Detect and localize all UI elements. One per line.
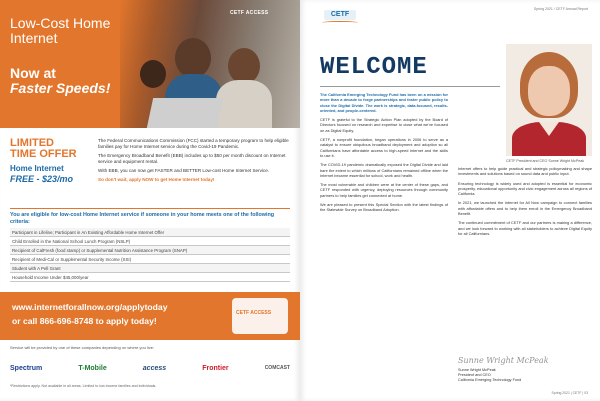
- offer-subtitle: Home Internet: [10, 164, 64, 173]
- eligibility-item: Recipient of Medi-Cal or Supplemental Security Income (SSI): [10, 255, 290, 264]
- eligibility-item: Child Enrolled in the National School Lunch Program (NSLP): [10, 237, 290, 246]
- parent-figure: [175, 38, 211, 78]
- eligibility-header: You are eligible for low-cost Home Internet service if someone in your home meets one of the following criteria:: [10, 212, 275, 225]
- adult-shirt: [216, 80, 272, 128]
- title-rule: [320, 86, 500, 87]
- provider-logos: [10, 360, 290, 376]
- fcc-paragraph: The Emergency Broadband Benefit (EBB) includes up to $50 per month discount on Internet service and equipment rental.: [98, 153, 286, 164]
- signer-name: Sunne Wright McPeak: [458, 368, 496, 372]
- eligibility-list: [10, 228, 290, 282]
- apply-phone: or call 866-696-8748 to apply today!: [12, 316, 157, 326]
- frontier-logo: Frontier: [202, 364, 229, 372]
- eligibility-item: Recipient of CalFresh (food stamp) or Supplemental Nutrition Assistance Program (SNAP): [10, 246, 290, 255]
- apply-url-link[interactable]: www.internetforallnow.org/applytoday: [12, 302, 168, 312]
- laptop-graphic: [147, 98, 223, 128]
- campaign-badge-logo: CETF ACCESS: [236, 310, 272, 316]
- article-paragraph: The continued commitment of CETF and our partners is making a difference, and we look forward to working with all stakeholders to achieve Digital Equity for all Californians.: [458, 220, 592, 236]
- article-paragraph: CETF, a nonprofit foundation, began operations in 2006 to serve as a catalyst to ensure ubiquitous broadband deployment and adoption so all Californians have affordable access to high-speed Internet and the skills to use it.: [320, 137, 448, 158]
- eligibility-item: Participant in Lifeline; Participant in An Existing Affordable Home Internet Offer: [10, 228, 290, 237]
- comcast-logo: COMCAST: [264, 365, 290, 371]
- article-paragraph: CETF is grateful to the Strategic Action Plan adopted by the Board of Directors focused on research and expertise to close what we've focused on as Digital Equity.: [320, 117, 448, 133]
- article-paragraph: Ensuring technology is widely used and adopted is essential for economic prosperity, educational opportunity and civic engagement across all regions of California.: [458, 180, 592, 197]
- hero-subtitle-line2: Faster Speeds!: [10, 80, 111, 96]
- restrictions-note: *Restrictions apply. Not available in all areas. Limited to low-income families and individuals.: [10, 384, 157, 388]
- portrait-face: [528, 66, 570, 116]
- spectrum-logo: Spectrum: [10, 364, 43, 372]
- logo-swoosh: [322, 21, 358, 24]
- eligibility-item: Household Income Under $45,000/year: [10, 273, 290, 282]
- article-title: WELCOME: [320, 54, 428, 81]
- access-logo: access: [142, 364, 167, 372]
- photo-caption: CETF President and CEO Sunne Wright McPeak: [506, 159, 585, 163]
- eligibility-item: Student with A Pell Grant: [10, 264, 290, 273]
- limited-offer: [10, 138, 84, 184]
- handwritten-signature: Sunne Wright McPeak: [458, 356, 549, 365]
- child-figure: [140, 60, 166, 88]
- president-portrait: [506, 44, 592, 156]
- article-paragraph: The most vulnerable and children were at the center of these gaps, and CETF responded with urgency, deploying resources through community partners to help families get connected at home.: [320, 182, 448, 198]
- offer-title-line1: LIMITED: [10, 137, 54, 149]
- page-folio: Spring 2021 | CETF | 03: [551, 391, 588, 395]
- fcc-paragraph: With EBB, you can now get FASTER and BETTER Low-cost Home Internet Service.: [98, 168, 270, 173]
- article-paragraph: In 2021, we launched the Internet for All Now campaign to connect families with affordable offers and to help them enroll in the Emergency Broadband Benefit.: [458, 200, 592, 217]
- call-to-action-banner: [0, 292, 300, 340]
- fcc-paragraph: So don't wait, apply NOW to get Home Internet today!: [98, 177, 215, 182]
- tmobile-logo: T-Mobile: [78, 364, 107, 372]
- section-divider: [10, 208, 290, 209]
- adult-figure: [228, 48, 260, 84]
- signer-title: President and CEO: [458, 373, 491, 377]
- article-paragraph: The COVID-19 pandemic dramatically exposed the Digital Divide and laid bare the extent to which millions of Californians remained offline when the Internet became essential for school, work and health.: [320, 162, 448, 178]
- fcc-paragraph: The Federal Communications Commission (FCC) started a temporary program to help eligible families pay for Home Internet service during the Covid-19 Pandemic.: [98, 138, 289, 149]
- article-column-left: [320, 92, 448, 217]
- provider-note: Service will be provided by one of these companies depending on where you live:: [10, 345, 155, 350]
- running-head: Spring 2021 / CETF Annual Report: [533, 7, 588, 11]
- article-column-right: [458, 166, 592, 240]
- campaign-badge: [232, 298, 288, 334]
- offer-title-line2: TIME OFFER: [10, 148, 77, 160]
- article-paragraph: We are pleased to present this Special Section with the latest findings of the Statewide Survey on Broadband Adoption.: [320, 202, 448, 213]
- article-lead: The California Emerging Technology Fund has been on a mission for more than a decade to forge partnerships and foster public policy to close the Digital Divide. The work is strategic, data-focused, results-oriented, and people-centered.: [320, 92, 448, 113]
- hero-banner: [0, 0, 300, 128]
- fcc-description: [98, 138, 290, 186]
- offer-price: FREE - $23/mo: [10, 174, 74, 184]
- signature-block: [458, 368, 592, 383]
- hero-subtitle: [10, 66, 130, 96]
- hero-subtitle-line1: Now at: [10, 65, 56, 81]
- welcome-article-page: [300, 0, 600, 401]
- signer-organization: California Emerging Technology Fund: [458, 378, 522, 382]
- brand-logo: CETF ACCESS: [230, 10, 269, 16]
- cetf-logo: CETF: [324, 10, 356, 20]
- article-paragraph: Internet offers to help guide practical and strategic policymaking and shape investments and solutions based on sound data and public input.: [458, 166, 592, 177]
- hero-title: Low-Cost Home Internet: [10, 15, 111, 46]
